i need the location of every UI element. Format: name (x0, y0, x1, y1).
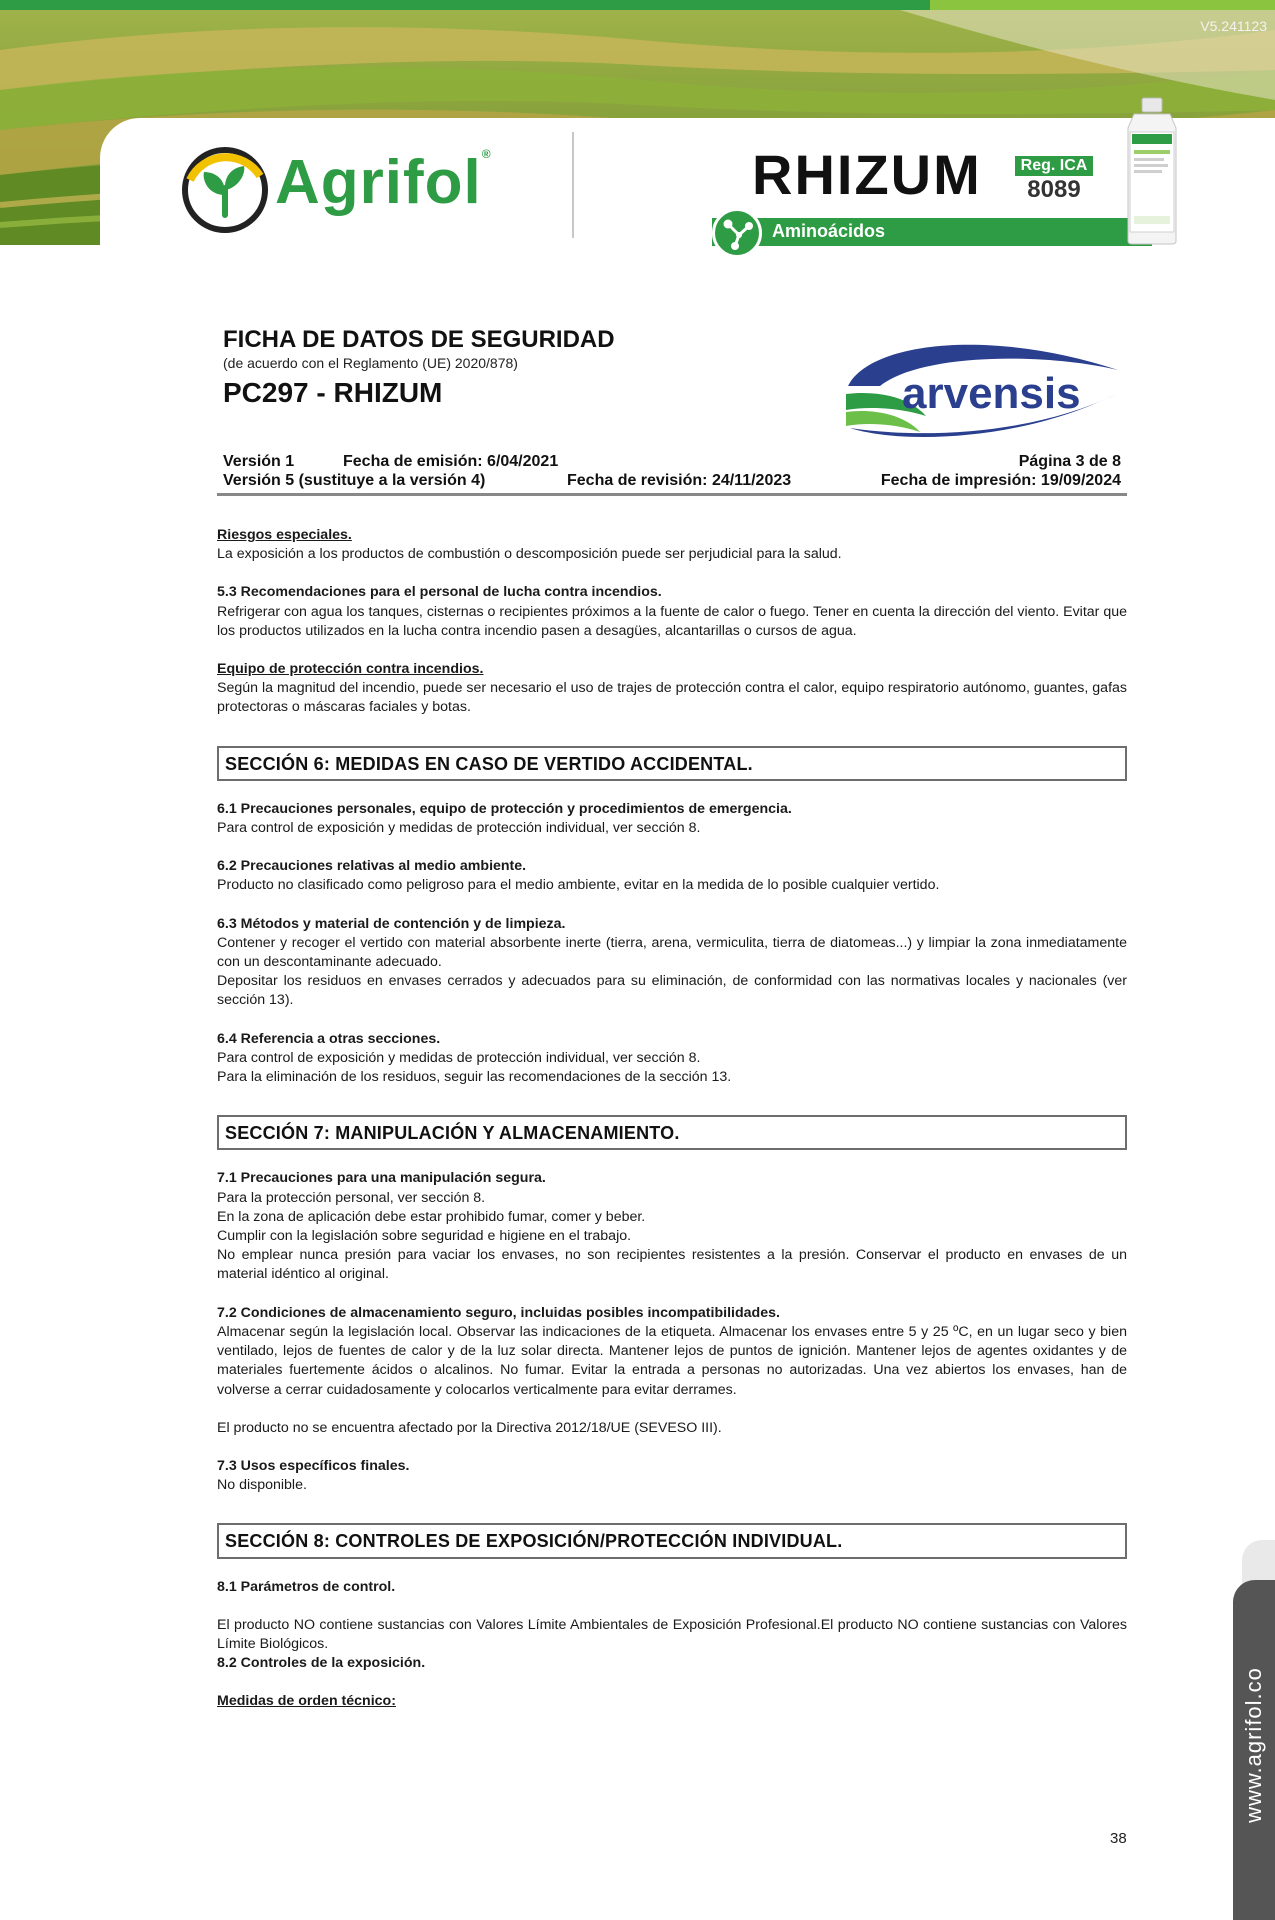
equipo-title: Equipo de protección contra incendios. (217, 661, 484, 678)
equipo-text: Según la magnitud del incendio, puede ser necesario el uso de trajes de protección contra el calor, equipo respiratorio autónomo, guantes, gafas protectoras o máscaras faciales y botas. (217, 680, 1127, 716)
meta-fecha-emision: Fecha de emisión: 6/04/2021 (343, 453, 559, 470)
document-code: PC297 - RHIZUM (223, 377, 443, 408)
product-bottle-image (1122, 96, 1182, 246)
s64-text-1: Para control de exposición y medidas de protección individual, ver sección 8. (217, 1049, 701, 1066)
meta-divider (217, 493, 1127, 496)
s71-text-1: Para la protección personal, ver sección 8. (217, 1189, 486, 1206)
meta-version-1: Versión 1 (223, 453, 295, 470)
section-8-heading: SECCIÓN 8: CONTROLES DE EXPOSICIÓN/PROTECCIÓN INDIVIDUAL. (217, 1523, 1127, 1558)
meta-pagina: Página 3 de 8 (1018, 453, 1121, 470)
s73-title: 7.3 Usos específicos finales. (217, 1457, 410, 1474)
s63-text-1: Contener y recoger el vertido con material absorbente inerte (tierra, arena, vermiculita, tierra de diatomeas...) y limpiar la zona inmediatamente con un descontaminante adecuado. (217, 934, 1127, 971)
meta-fecha-revision: Fecha de revisión: 24/11/2023 (567, 472, 792, 489)
top-bar-lime (930, 0, 1275, 10)
riesgos-title: Riesgos especiales. (217, 527, 352, 543)
meta-version-5: Versión 5 (sustituye a la versión 4) (223, 472, 486, 489)
s64-title: 6.4 Referencia a otras secciones. (217, 1030, 441, 1047)
s82-title: 8.2 Controles de la exposición. (217, 1655, 426, 1672)
s63-text-2: Depositar los residuos en envases cerrados y adecuados para su eliminación, de conformidad con las normativas locales y nacionales (ver sección 13). (217, 973, 1127, 1009)
document-subtitle: (de acuerdo con el Reglamento (UE) 2020/878) (223, 355, 518, 371)
s72-title: 7.2 Condiciones de almacenamiento seguro, incluidas posibles incompatibilidades. (217, 1304, 780, 1321)
section-7-heading: SECCIÓN 7: MANIPULACIÓN Y ALMACENAMIENTO. (217, 1115, 1127, 1150)
page-number: 38 (1110, 1830, 1127, 1847)
riesgos-text: La exposición a los productos de combustión o descomposición puede ser perjudicial para la salud. (217, 546, 842, 563)
version-code: V5.241123 (1200, 18, 1267, 34)
s71-title: 7.1 Precauciones para una manipulación segura. (217, 1170, 546, 1187)
website-link[interactable] (1236, 1585, 1272, 1905)
svg-text:arvensis: arvensis (902, 369, 1081, 418)
document-body (217, 526, 1127, 1712)
top-bar-green (0, 0, 930, 10)
agrifol-brand-name: Agrifol® (275, 147, 492, 217)
header-divider (572, 132, 574, 238)
website-text: www.agrifol.co (1241, 1667, 1266, 1823)
s62-title: 6.2 Precauciones relativas al medio ambiente. (217, 858, 527, 875)
document-title: FICHA DE DATOS DE SEGURIDAD (223, 326, 615, 353)
s81-title: 8.1 Parámetros de control. (217, 1578, 396, 1595)
medidas-title: Medidas de orden técnico: (217, 1693, 396, 1710)
s71-text-2: En la zona de aplicación debe estar prohibido fumar, comer y beber. (217, 1208, 646, 1225)
s62-text: Producto no clasificado como peligroso para el medio ambiente, evitar en la medida de lo posible cualquier vertido. (217, 877, 940, 894)
s73-text: No disponible. (217, 1477, 307, 1494)
product-name: RHIZUM (752, 143, 982, 206)
section-6-heading: SECCIÓN 6: MEDIDAS EN CASO DE VERTIDO ACCIDENTAL. (217, 746, 1127, 781)
reg-ica-number: 8089 (1027, 176, 1081, 203)
s81-text: El producto NO contiene sustancias con Valores Límite Ambientales de Exposición Profesional.El producto NO contiene sustancias con Valores Límite Biológicos. (217, 1616, 1127, 1652)
meta-fecha-impresion: Fecha de impresión: 19/09/2024 (880, 472, 1121, 489)
reg-ica-badge (1015, 156, 1093, 204)
arvensis-logo (840, 324, 1121, 446)
s61-title: 6.1 Precauciones personales, equipo de protección y procedimientos de emergencia. (217, 800, 792, 817)
s72-text-1: Almacenar según la legislación local. Observar las indicaciones de la etiqueta. Almacenar los envases entre 5 y 25 ºC, en un lugar seco y bien ventilado, lejos de fuentes de calor y de la luz solar directa. Mantener lejos de puntos de ignición. Mantener lejos de agentes oxidantes y de materiales fuertemente ácidos o alcalinos. No fumar. Evitar la entrada a personas no autorizadas. Una vez abiertos los envases, han de volverse a cerrar cuidadosamente y colocarlos verticalmente para evitar derrames. (217, 1323, 1127, 1398)
s71-text-4: No emplear nunca presión para vaciar los envases, no son recipientes resistentes a la presión. Conservar el producto en envases de un material idéntico al original. (217, 1247, 1127, 1283)
reg-ica-label: Reg. ICA (1015, 156, 1093, 176)
s53-text: Refrigerar con agua los tanques, cisternas o recipientes próximos a la fuente de calor o fuego. Tener en cuenta la dirección del viento. Evitar que los productos utilizados en la lucha contra incendio pasen a desagües, alcantarillas o cursos de agua. (217, 603, 1127, 639)
s53-title: 5.3 Recomendaciones para el personal de lucha contra incendios. (217, 584, 662, 601)
agrifol-leaf-icon (178, 140, 273, 235)
s64-text-2: Para la eliminación de los residuos, seguir las recomendaciones de la sección 13. (217, 1069, 732, 1086)
category-label: Aminoácidos (772, 221, 886, 241)
s71-text-3: Cumplir con la legislación sobre seguridad e higiene en el trabajo. (217, 1228, 632, 1245)
s72-text-2: El producto no se encuentra afectado por la Directiva 2012/18/UE (SEVESO III). (217, 1419, 722, 1436)
s63-title: 6.3 Métodos y material de contención y de limpieza. (217, 915, 566, 932)
molecule-icon (712, 208, 762, 258)
s61-text: Para control de exposición y medidas de protección individual, ver sección 8. (217, 820, 701, 837)
